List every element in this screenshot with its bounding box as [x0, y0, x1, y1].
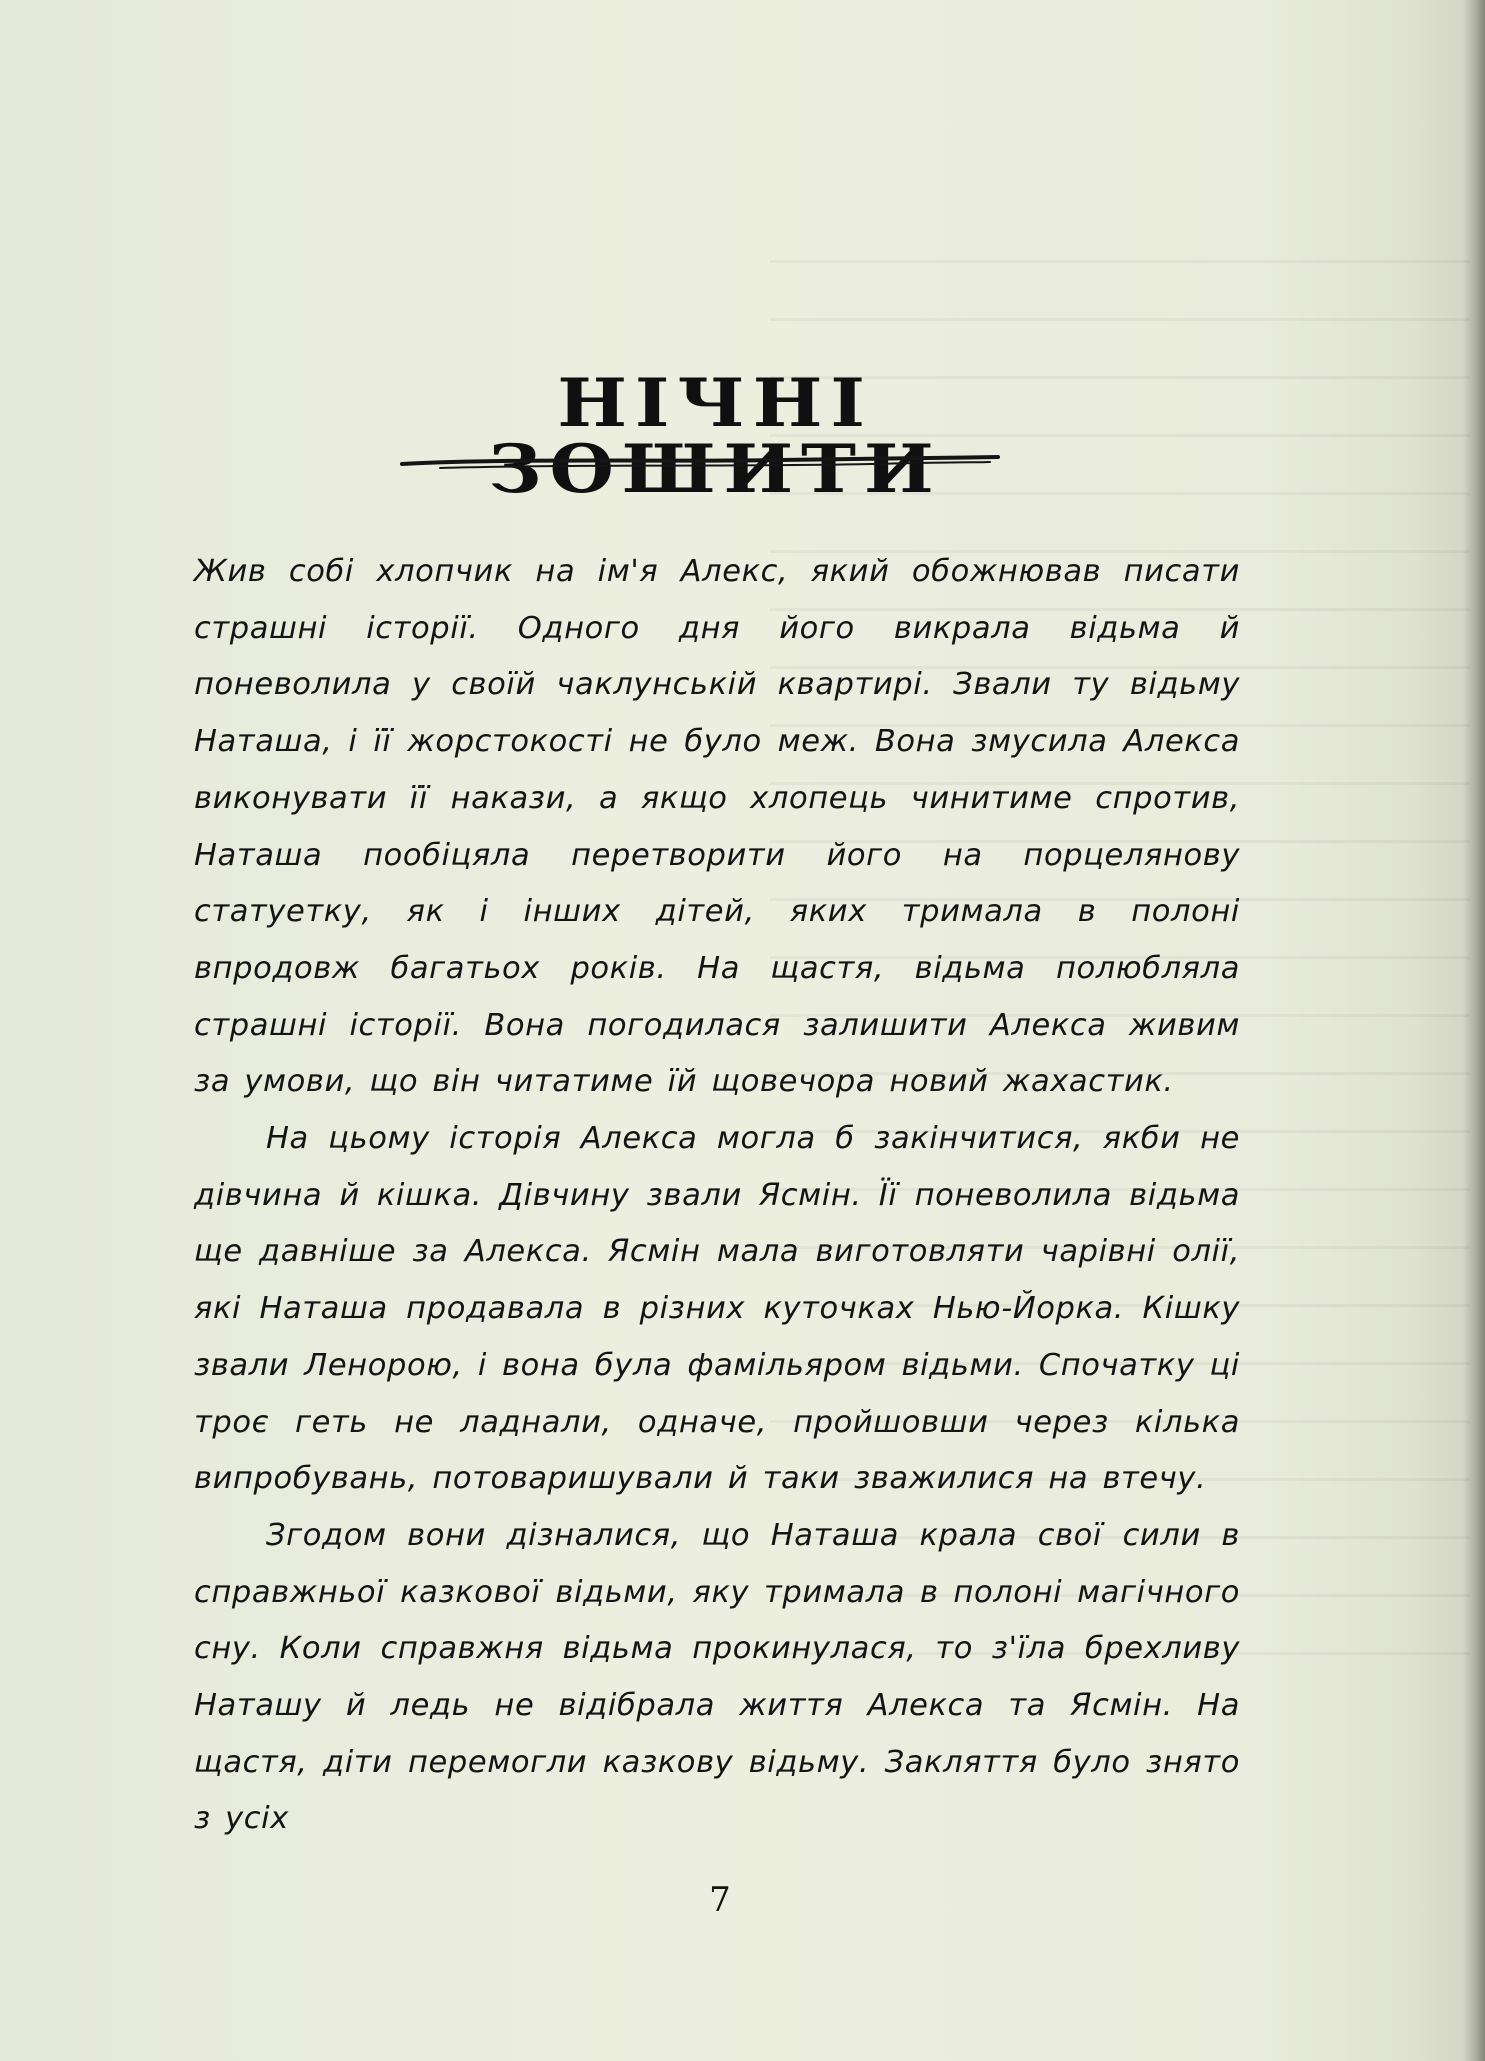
paragraph-1: Жив собі хлопчик на ім'я Алекс, який обожнював писати страшні історії. Одного дня його викрала відьма й поневолила у своїй чаклунській квартирі. Звали ту відьму Наташа, і її жорстокості не було меж. Вона змусила Алекса виконувати її накази, а якщо хлопець чинитиме спротив, Наташа пообіцяла перетворити його на порцелянову статуетку, як і інших дітей, яких тримала в полоні впродовж багатьох років. На щастя, відьма полюбляла страшні історії. Вона погодилася залишити Алекса живим за умови, що він читатиме їй щовечора новий жахастик.: [194, 554, 1240, 1100]
chapter-body: [194, 544, 1240, 1848]
paragraph-3: Згодом вони дізналися, що Наташа крала свої сили в справжньої казкової відьми, яку тримала в полоні магічного сну. Коли справжня відьма прокинулася, то з'їла брехливу Наташу й ледь не відібрала життя Алекса та Ясмін. На щастя, діти перемогли казкову відьму. Закляття було знято з усіх: [194, 1517, 1240, 1837]
chapter-title-block: [395, 364, 1035, 508]
page-edge-shadow: [1463, 0, 1485, 2061]
paragraph-2: На цьому історія Алекса могла б закінчитися, якби не дівчина й кішка. Дівчину звали Ясмін. Її поневолила відьма ще давніше за Алекса. Ясмін мала виготовляти чарівні олії, які Наташа продавала в різних куточках Нью-Йорка. Кішку звали Ленорою, і вона була фамільяром відьми. Спочатку ці троє геть не ладнали, одначе, пройшовши через кілька випробувань, потоваришували й таки зважилися на втечу.: [194, 1121, 1240, 1497]
chapter-title: НІЧНІ ЗОШИТИ: [488, 364, 942, 508]
title-underline-flourish: [400, 454, 1000, 472]
page-number: 7: [709, 1880, 731, 1920]
